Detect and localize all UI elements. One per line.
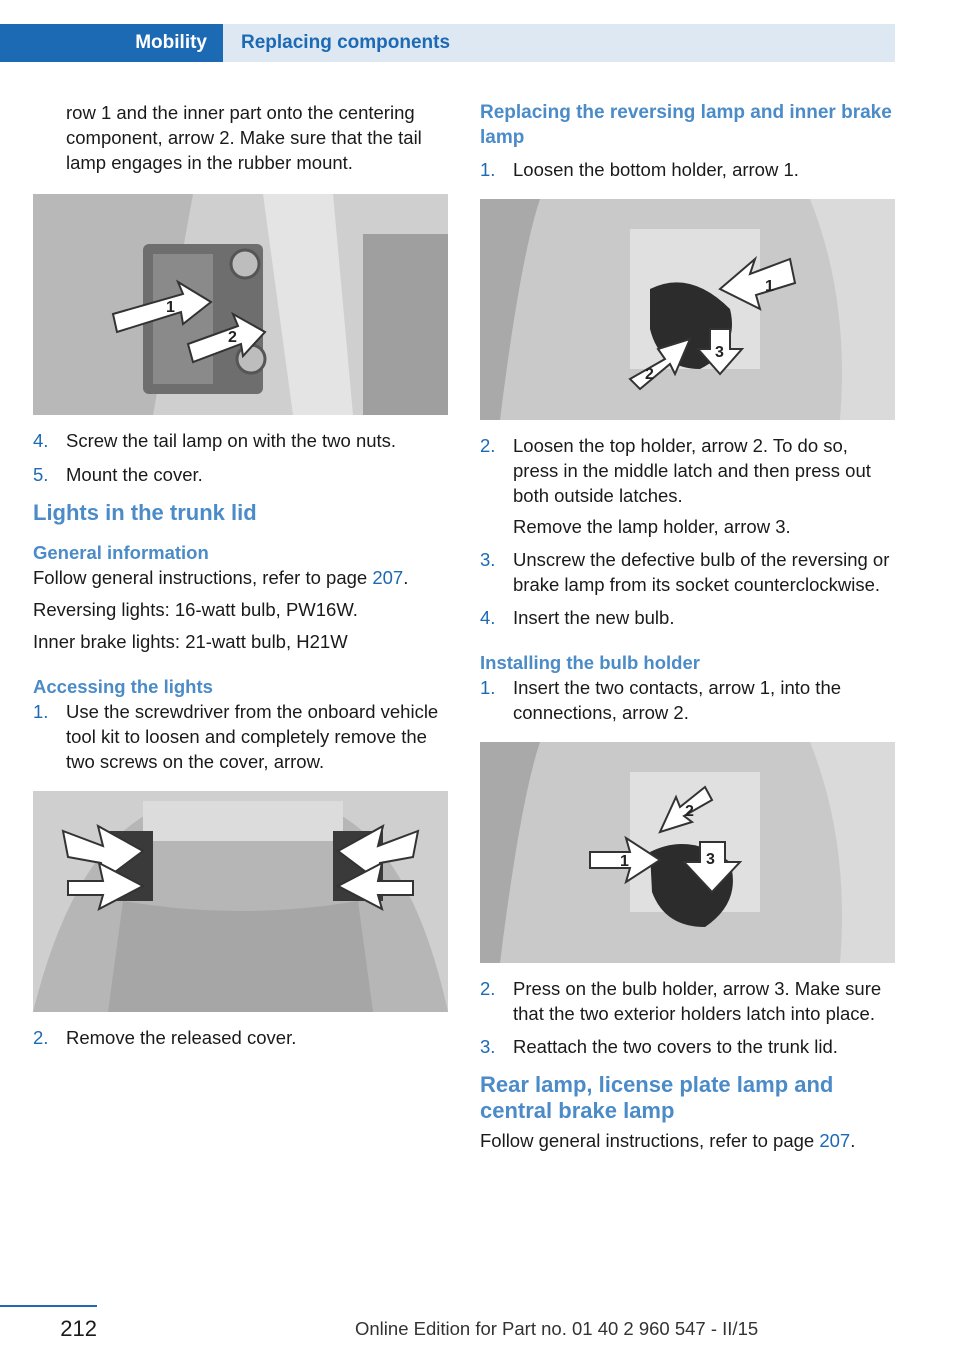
- step-text: Loosen the top holder, arrow 2. To do so, press in the middle latch and then press out both outside latches.: [513, 435, 871, 506]
- list-item: [33, 428, 448, 453]
- step-text: Reattach the two covers to the trunk lid.: [513, 1036, 838, 1057]
- list-item: [480, 547, 895, 597]
- left-column: [33, 100, 448, 1050]
- page-link[interactable]: 207: [372, 567, 404, 588]
- steps-list-r-b: [480, 433, 895, 630]
- general-text-body: Follow general instructions, refer to page: [33, 567, 373, 588]
- replace-heading: Replacing the reversing lamp and inner brake lamp: [480, 102, 892, 148]
- step-number: 4.: [480, 607, 496, 628]
- step-text: Unscrew the defective bulb of the reversing or brake lamp from its socket counterclockwise.: [513, 549, 890, 595]
- step-text: Screw the tail lamp on with the two nuts.: [66, 430, 397, 451]
- steps-list-b: [33, 699, 448, 774]
- section-title: Lights in the trunk lid: [33, 500, 257, 525]
- list-item: [33, 1025, 448, 1050]
- page-number: 212: [60, 1316, 97, 1341]
- step-number: 1.: [480, 677, 496, 698]
- step-number: 1.: [33, 701, 49, 722]
- trunk-cover-image: [33, 791, 448, 1012]
- list-item: [33, 462, 448, 487]
- rear-text-end: .: [850, 1130, 856, 1151]
- step-text: Remove the released cover.: [66, 1027, 297, 1048]
- step-subtext: Remove the lamp holder, arrow 3.: [513, 516, 791, 537]
- reversing-lights-text: Reversing lights: 16-watt bulb, PW16W.: [33, 599, 358, 620]
- list-item: [480, 605, 895, 630]
- access-heading: Accessing the lights: [33, 676, 213, 697]
- steps-list-a: [33, 428, 448, 487]
- step-number: 3.: [480, 1036, 496, 1057]
- right-column: [480, 100, 895, 1153]
- rear-lamp-heading: Rear lamp, license plate lamp and central brake lamp: [480, 1072, 834, 1123]
- bulb-holder-install-image: [480, 742, 895, 963]
- step-text: Press on the bulb holder, arrow 3. Make sure that the two exterior holders latch into place.: [513, 978, 882, 1024]
- callout-label: 2: [685, 803, 694, 820]
- install-heading: Installing the bulb holder: [480, 652, 700, 673]
- rear-lamp-text: [480, 1128, 895, 1153]
- steps-list-r-c: [480, 675, 895, 725]
- callout-label: 1: [765, 278, 774, 295]
- chapter-tab: Mobility: [0, 24, 223, 62]
- page-header: [0, 24, 895, 62]
- step-number: 4.: [33, 430, 49, 451]
- callout-label: 3: [715, 344, 724, 361]
- callout-label: 3: [706, 851, 715, 868]
- step-text: Mount the cover.: [66, 464, 203, 485]
- step-number: 2.: [480, 435, 496, 456]
- step-text: Loosen the bottom holder, arrow 1.: [513, 159, 799, 180]
- list-item: [480, 675, 895, 725]
- list-item: [480, 433, 895, 539]
- step-number: 1.: [480, 159, 496, 180]
- step-number: 2.: [480, 978, 496, 999]
- list-item: [480, 976, 895, 1026]
- tail-lamp-image: [33, 194, 448, 415]
- steps-list-r-a: [480, 157, 895, 182]
- callout-label: 2: [645, 366, 654, 383]
- general-text-end: .: [403, 567, 409, 588]
- callout-label: 1: [620, 853, 629, 870]
- step-number: 3.: [480, 549, 496, 570]
- step-number: 2.: [33, 1027, 49, 1048]
- step-number: 5.: [33, 464, 49, 485]
- bulb-holder-removal-image: [480, 199, 895, 420]
- callout-label: 1: [166, 299, 175, 316]
- list-item: [480, 157, 895, 182]
- section-tab: Replacing components: [223, 24, 895, 62]
- step-text: Use the screwdriver from the onboard vehicle tool kit to loosen and completely remove the two screws on the cover, arrow.: [66, 701, 439, 772]
- rear-text-body: Follow general instructions, refer to page: [480, 1130, 820, 1151]
- step-text: Insert the new bulb.: [513, 607, 675, 628]
- inner-brake-text: Inner brake lights: 21-watt bulb, H21W: [33, 631, 348, 652]
- steps-list-c: [33, 1025, 448, 1050]
- general-heading: General information: [33, 542, 209, 563]
- callout-label: 2: [228, 329, 237, 346]
- intro-text: row 1 and the inner part onto the centering component, arrow 2. Make sure that the tail lamp engages in the rubber mount.: [66, 102, 422, 173]
- edition-text: Online Edition for Part no. 01 40 2 960 547 - II/15: [355, 1318, 759, 1339]
- step-text: Insert the two contacts, arrow 1, into the connections, arrow 2.: [513, 677, 842, 723]
- general-text: [33, 565, 448, 590]
- list-item: [480, 1034, 895, 1059]
- page-link[interactable]: 207: [819, 1130, 851, 1151]
- footer-rule: [0, 1305, 97, 1307]
- list-item: [33, 699, 448, 774]
- steps-list-r-d: [480, 976, 895, 1059]
